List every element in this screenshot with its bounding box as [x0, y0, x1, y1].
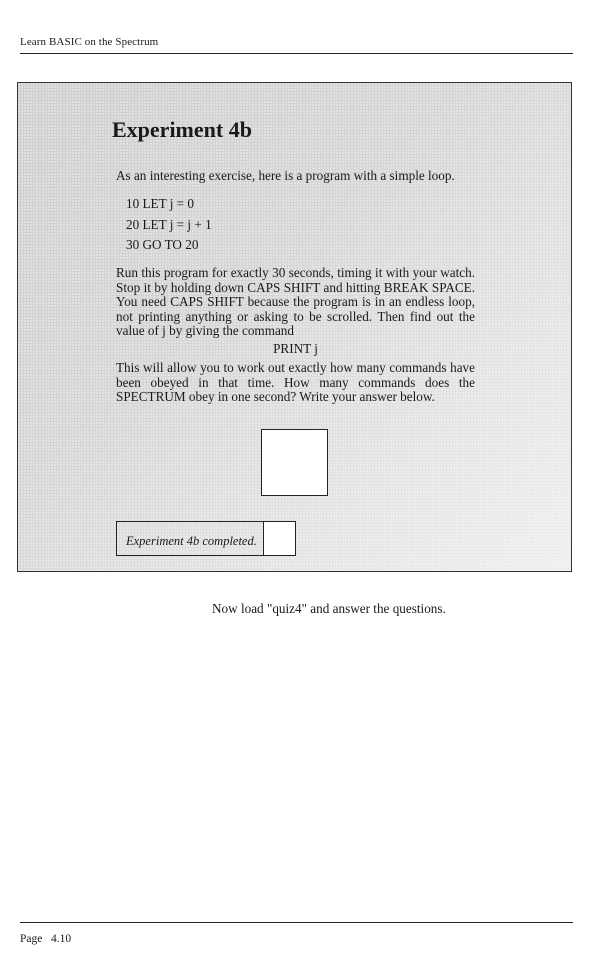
header-rule	[20, 53, 573, 54]
footer-rule	[20, 922, 573, 923]
intro-paragraph: As an interesting exercise, here is a program with a simple loop.	[116, 168, 455, 183]
print-command: PRINT j	[273, 341, 318, 356]
experiment-title: Experiment 4b	[112, 117, 252, 142]
quiz-instruction: Now load "quiz4" and answer the questions.	[212, 601, 446, 616]
completed-checkbox[interactable]	[263, 521, 296, 556]
answer-box[interactable]	[261, 429, 328, 496]
run-instructions-paragraph: Run this program for exactly 30 seconds, timing it with your watch. Stop it by holding down CAPS SHIFT and hitting BREAK SPACE. You need CAPS SHIFT because the program is in an endless loop, not printing anything or asking to be scrolled. Then find out the value of j by giving the command	[116, 265, 475, 338]
program-line: 10 LET j = 0	[126, 196, 194, 211]
page-number: Page 4.10	[20, 933, 72, 945]
question-paragraph: This will allow you to work out exactly how many commands have been obeyed in that time. How many commands does the SPECTRUM obey in one second? Write your answer below.	[116, 360, 475, 404]
program-line: 20 LET j = j + 1	[126, 217, 212, 232]
completion-row	[116, 521, 296, 556]
completed-label: Experiment 4b completed.	[116, 521, 264, 556]
program-line: 30 GO TO 20	[126, 237, 199, 252]
running-header: Learn BASIC on the Spectrum	[20, 36, 159, 48]
